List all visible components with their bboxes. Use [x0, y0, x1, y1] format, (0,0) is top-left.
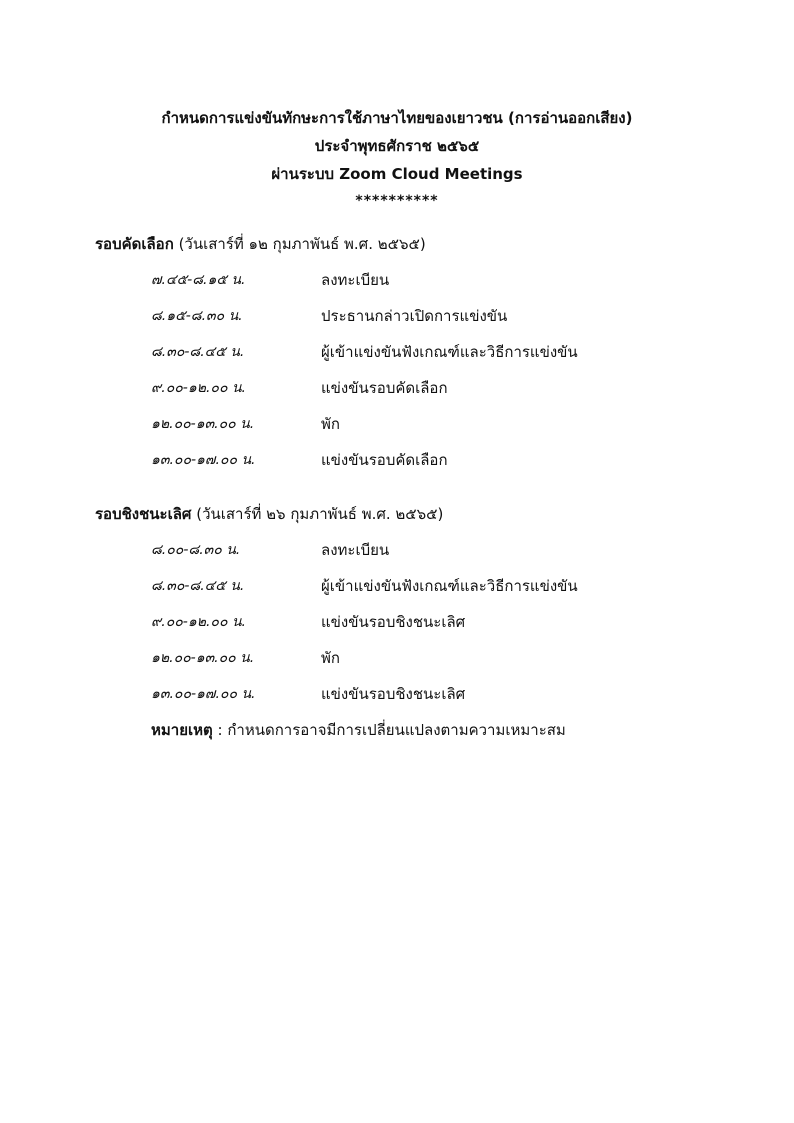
schedule-row — [95, 376, 745, 412]
final-round-title: รอบชิงชนะเลิศ — [95, 505, 192, 523]
schedule-time: ๘.๓๐-๘.๔๕ น. — [151, 578, 245, 594]
document-year: ประจำพุทธศักราช ๒๕๖๕ — [314, 137, 480, 155]
note-text: : กำหนดการอาจมีการเปลี่ยนแปลงตามความเหมาะสม — [212, 721, 566, 739]
schedule-time: ๘.๓๐-๘.๔๕ น. — [151, 344, 245, 360]
schedule-time: ๑๓.๐๐-๑๗.๐๐ น. — [151, 686, 256, 702]
final-schedule-list — [95, 538, 745, 718]
schedule-activity: ผู้เข้าแข่งขันฟังเกณฑ์และวิธีการแข่งขัน — [321, 577, 578, 595]
schedule-activity: ลงทะเบียน — [321, 271, 390, 289]
schedule-row — [95, 538, 745, 574]
schedule-activity: ผู้เข้าแข่งขันฟังเกณฑ์และวิธีการแข่งขัน — [321, 343, 578, 361]
preliminary-round-heading — [95, 232, 745, 256]
schedule-activity: แข่งขันรอบชิงชนะเลิศ — [321, 613, 466, 631]
schedule-activity: แข่งขันรอบชิงชนะเลิศ — [321, 685, 466, 703]
schedule-row — [95, 574, 745, 610]
document-title: กำหนดการแข่งขันทักษะการใช้ภาษาไทยของเยาวชน (การอ่านออกเสียง) — [161, 109, 633, 127]
schedule-time: ๙.๐๐-๑๒.๐๐ น. — [151, 614, 246, 630]
preliminary-round-section — [95, 232, 745, 484]
schedule-row — [95, 646, 745, 682]
document-platform: ผ่านระบบ Zoom Cloud Meetings — [271, 165, 523, 183]
schedule-note — [151, 718, 566, 742]
final-round-section — [95, 502, 745, 718]
schedule-row — [95, 412, 745, 448]
note-label: หมายเหตุ — [151, 721, 213, 739]
preliminary-schedule-list — [95, 268, 745, 484]
schedule-row — [95, 610, 745, 646]
schedule-time: ๘.๑๕-๘.๓๐ น. — [151, 308, 243, 324]
schedule-time: ๑๓.๐๐-๑๗.๐๐ น. — [151, 452, 256, 468]
final-round-heading — [95, 502, 745, 526]
schedule-time: ๘.๐๐-๘.๓๐ น. — [151, 542, 241, 558]
separator-line: ********** — [355, 193, 439, 209]
schedule-activity: ลงทะเบียน — [321, 541, 390, 559]
document-header — [0, 104, 794, 211]
preliminary-round-title: รอบคัดเลือก — [95, 235, 174, 253]
schedule-row — [95, 448, 745, 484]
schedule-activity: แข่งขันรอบคัดเลือก — [321, 451, 448, 469]
schedule-row — [95, 268, 745, 304]
schedule-row — [95, 304, 745, 340]
schedule-row — [95, 340, 745, 376]
schedule-time: ๑๒.๐๐-๑๓.๐๐ น. — [151, 650, 255, 666]
schedule-activity: พัก — [321, 649, 340, 667]
schedule-time: ๗.๔๕-๘.๑๕ น. — [151, 272, 246, 288]
schedule-activity: แข่งขันรอบคัดเลือก — [321, 379, 448, 397]
schedule-activity: ประธานกล่าวเปิดการแข่งขัน — [321, 307, 508, 325]
schedule-row — [95, 682, 745, 718]
schedule-time: ๑๒.๐๐-๑๓.๐๐ น. — [151, 416, 255, 432]
schedule-activity: พัก — [321, 415, 340, 433]
final-round-date: (วันเสาร์ที่ ๒๖ กุมภาพันธ์ พ.ศ. ๒๕๖๕) — [196, 505, 444, 523]
schedule-time: ๙.๐๐-๑๒.๐๐ น. — [151, 380, 246, 396]
preliminary-round-date: (วันเสาร์ที่ ๑๒ กุมภาพันธ์ พ.ศ. ๒๕๖๕) — [178, 235, 426, 253]
